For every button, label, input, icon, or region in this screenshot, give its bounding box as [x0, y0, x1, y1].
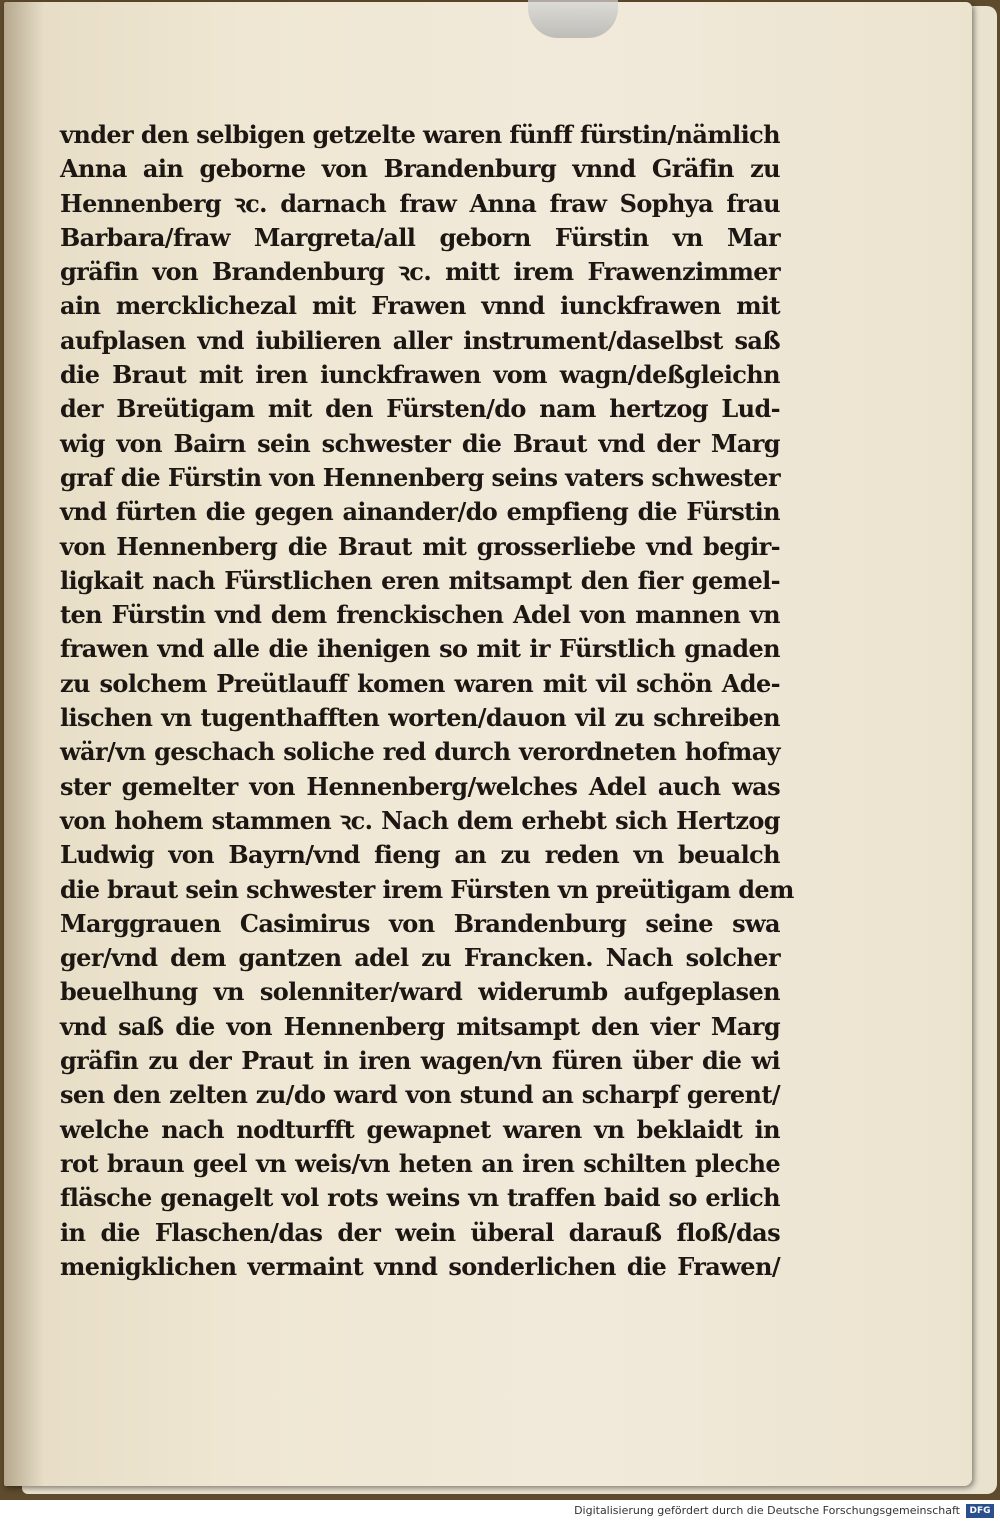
page-clip	[528, 0, 618, 38]
text-line: vnd fürten die gegen ainander/do empfieng die Fürstin	[60, 497, 780, 527]
text-line: lischen vn tugenthafften worten/dauon vil zu schreiben	[60, 703, 780, 733]
footer-bar	[0, 1500, 1000, 1522]
text-line: Ludwig von Bayrn/vnd fieng an zu reden vn beualch	[60, 840, 780, 870]
text-line: die braut sein schwester irem Fürsten vn preütigam dem	[60, 874, 794, 904]
text-line: von hohem stammen ꝛc. Nach dem erhebt sich Hertzog	[60, 805, 780, 835]
text-line: Anna ain geborne von Brandenburg vnnd Gräfin zu	[60, 154, 780, 184]
text-line: welche nach nodturfft gewapnet waren vn beklaidt in	[60, 1114, 780, 1144]
text-line: gräfin zu der Praut in iren wagen/vn füren über die wi	[60, 1046, 780, 1076]
page-text-block	[60, 118, 794, 1284]
text-line: sen den zelten zu/do ward von stund an scharpf gerent/	[60, 1080, 780, 1110]
text-line: fläsche genagelt vol rots weins vn traffen baid so erlich	[60, 1183, 780, 1213]
text-line: Hennenberg ꝛc. darnach fraw Anna fraw Sophya frau	[60, 188, 780, 218]
text-line: ster gemelter von Hennenberg/welches Adel auch was	[60, 771, 780, 801]
text-line: vnder den selbigen getzelte waren fünff fürstin/nämlich	[60, 120, 781, 149]
text-line: rot braun geel vn weis/vn heten an iren schilten pleche	[60, 1148, 780, 1178]
text-line: menigklichen vermaint vnnd sonderlichen die Frawen/	[60, 1251, 780, 1281]
text-line: gräfin von Brandenburg ꝛc. mitt irem Frawenzimmer	[60, 257, 780, 287]
text-line: vnd saß die von Hennenberg mitsampt den vier Marg	[60, 1011, 780, 1041]
text-line: der Breütigam mit den Fürsten/do nam hertzog Lud-	[60, 394, 780, 424]
text-line: wig von Bairn sein schwester die Braut vnd der Marg	[60, 428, 780, 458]
text-line: graf die Fürstin von Hennenberg seins vaters schwester	[60, 462, 780, 492]
text-line: in die Flaschen/das der wein überal darauß floß/das	[60, 1217, 780, 1247]
text-line: Marggrauen Casimirus von Brandenburg seine swa	[60, 908, 780, 938]
text-line: zu solchem Preütlauff komen waren mit vil schön Ade-	[60, 668, 780, 698]
text-line: beuelhung vn solenniter/ward widerumb aufgeplasen	[60, 977, 780, 1007]
page-gutter-shadow	[4, 2, 44, 1486]
text-line: ten Fürstin vnd dem frenckischen Adel von mannen vn	[60, 600, 780, 630]
text-line: wär/vn geschach soliche red durch verordneten hofmay	[60, 737, 780, 767]
text-line: von Hennenberg die Braut mit grosserliebe vnd begir-	[60, 531, 780, 561]
text-line: frawen vnd alle die ihenigen so mit ir Fürstlich gnaden	[60, 634, 780, 664]
text-line: ligkait nach Fürstlichen eren mitsampt den fier gemel-	[60, 565, 780, 595]
text-line: die Braut mit iren iunckfrawen vom wagn/deßgleichn	[60, 360, 780, 390]
footer-credit: Digitalisierung gefördert durch die Deutsche Forschungsgemeinschaft	[574, 1504, 960, 1517]
text-line: ain mercklichezal mit Frawen vnnd iunckfrawen mit	[60, 291, 780, 321]
text-line: aufplasen vnd iubilieren aller instrument/daselbst saß	[60, 325, 780, 355]
dfg-logo: DFG	[966, 1504, 994, 1518]
text-line: Barbara/fraw Margreta/all geborn Fürstin vn Mar	[60, 222, 780, 252]
text-line: ger/vnd dem gantzen adel zu Francken. Nach solcher	[60, 943, 780, 973]
